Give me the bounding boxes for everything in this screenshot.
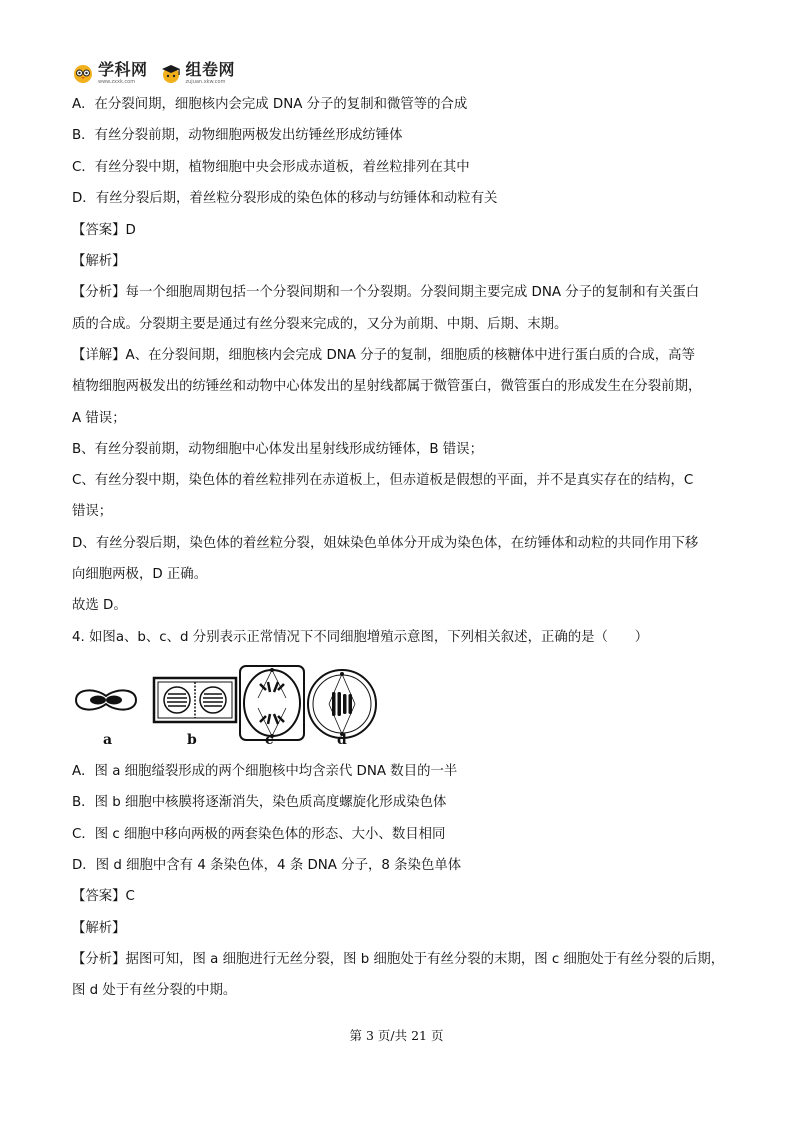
q3-option-a: A．在分裂间期，细胞核内会完成 DNA 分子的复制和微管等的合成 [72, 97, 468, 112]
q4-option-b: B．图 b 细胞中核膜将逐渐消失，染色质高度螺旋化形成染色体 [72, 795, 447, 810]
q4-option-c: C．图 c 细胞中移向两极的两套染色体的形态、大小、数目相同 [72, 827, 446, 842]
q3-option-b: B．有丝分裂前期，动物细胞两极发出纺锤丝形成纺锤体 [72, 128, 403, 143]
page-number-footer: 第 3 页/共 21 页 [349, 1028, 444, 1043]
q3-detail-line-8: 向细胞两极，D 正确。 [72, 567, 208, 582]
q3-option-c: C．有丝分裂中期，植物细胞中央会形成赤道板，着丝粒排列在其中 [72, 160, 470, 175]
q3-conclusion: 故选 D。 [72, 598, 127, 613]
figure-label-c: c [265, 732, 274, 748]
cell-c-diagram [240, 666, 304, 740]
figure-label-b: b [187, 732, 197, 748]
q3-answer: 【答案】D [72, 223, 136, 238]
logo-name: 组卷网 [185, 59, 236, 79]
q3-detail-line-7: D、有丝分裂后期，染色体的着丝粒分裂，姐妹染色单体分开成为染色体，在纺锤体和动粒的共同作用下移 [72, 536, 699, 551]
q4-option-a: A．图 a 细胞缢裂形成的两个细胞核中均含亲代 DNA 数目的一半 [72, 764, 458, 779]
cell-b-diagram [154, 678, 236, 722]
q3-analysis-line-2: 质的合成。分裂期主要是通过有丝分裂来完成的，又分为前期、中期、后期、末期。 [72, 317, 568, 332]
q4-analysis-line-2: 图 d 处于有丝分裂的中期。 [72, 983, 237, 998]
logo-zujuan [160, 59, 236, 85]
q3-option-d: D．有丝分裂后期，着丝粒分裂形成的染色体的移动与纺锤体和动粒有关 [72, 191, 498, 206]
figure-label-a: a [103, 732, 113, 748]
q3-detail-line-2: 植物细胞两极发出的纺锤丝和动物中心体发出的星射线都属于微管蛋白，微管蛋白的形成发生在分裂前期， [72, 379, 702, 394]
q4-analysis-tag: 【解析】 [72, 921, 126, 936]
logo-url: www.zxxk.com [98, 78, 136, 85]
cell-d-diagram [308, 670, 376, 738]
q3-detail-line-5: C、有丝分裂中期，染色体的着丝粒排列在赤道板上，但赤道板是假想的平面，并不是真实存在的结构，C [72, 473, 694, 488]
cell-a-diagram [76, 690, 136, 709]
graduation-cap-logo-icon [160, 62, 182, 84]
owl-logo-icon [72, 62, 94, 84]
q4-analysis-line-1: 【分析】据图可知，图 a 细胞进行无丝分裂，图 b 细胞处于有丝分裂的末期，图 c 细胞处于有丝分裂的后期， [72, 952, 725, 967]
q3-analysis-line-1: 【分析】每一个细胞周期包括一个分裂间期和一个分裂期。分裂间期主要完成 DNA 分子的复制和有关蛋白 [72, 285, 700, 300]
logo-name: 学科网 [98, 59, 148, 79]
cell-division-diagram [72, 660, 382, 755]
logo-xueke [72, 59, 148, 85]
q3-detail-line-6: 错误； [72, 504, 113, 519]
figure-label-d: d [337, 732, 347, 748]
logo-url: zujuan.xkw.com [185, 78, 226, 85]
q4-option-d: D．图 d 细胞中含有 4 条染色体，4 条 DNA 分子，8 条染色单体 [72, 858, 462, 873]
q3-analysis-tag: 【解析】 [72, 254, 126, 269]
q3-detail-line-4: B、有丝分裂前期，动物细胞中心体发出星射线形成纺锤体，B 错误； [72, 442, 483, 457]
header-logos [72, 58, 235, 88]
q4-stem: 4. 如图a、b、c、d 分别表示正常情况下不同细胞增殖示意图，下列相关叙述，正确的是（ ） [72, 630, 649, 645]
cell-division-figure [72, 660, 382, 755]
q3-detail-line-3: A 错误； [72, 411, 126, 426]
q4-answer: 【答案】C [72, 889, 135, 904]
q3-detail-line-1: 【详解】A、在分裂间期，细胞核内会完成 DNA 分子的复制，细胞质的核糖体中进行蛋白质的合成，高等 [72, 348, 695, 363]
